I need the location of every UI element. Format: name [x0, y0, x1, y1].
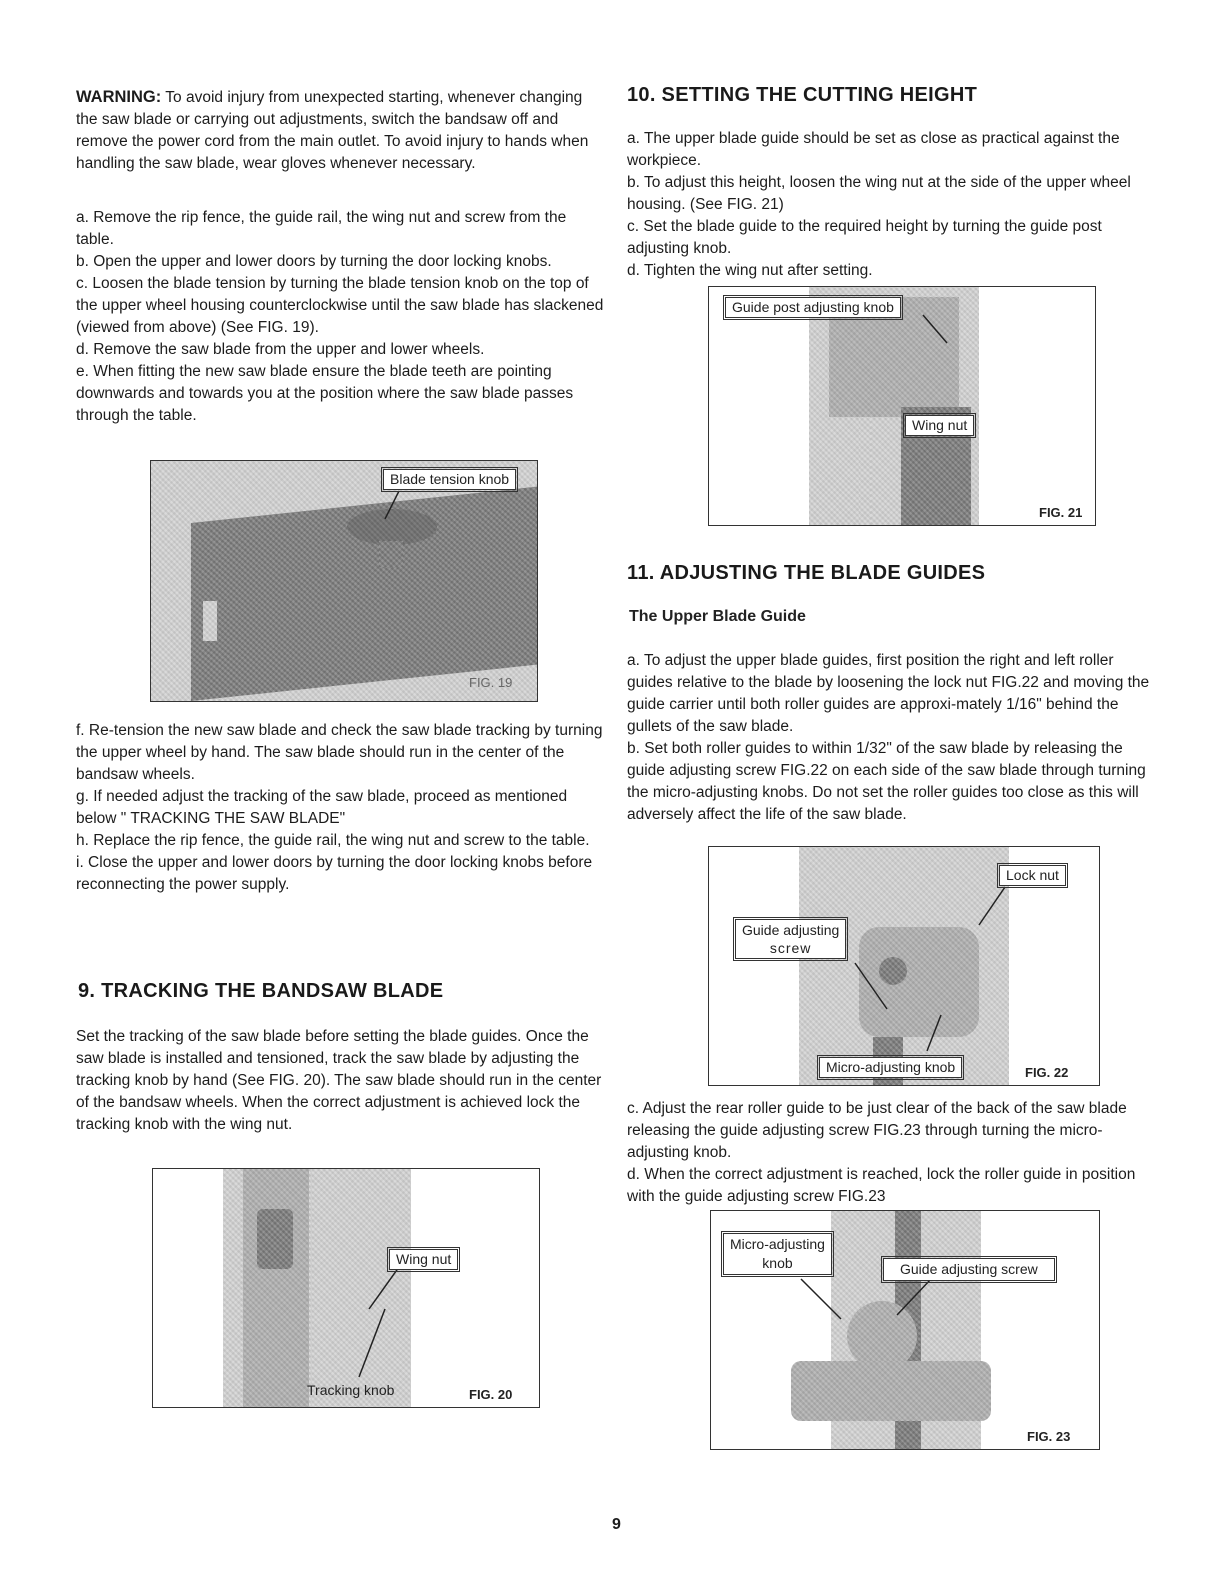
s11-step-b: b. Set both roller guides to within 1/32" of the saw blade by releasing the guide adjusting screw FIG.22 on each side of the saw blade through turning the micro-adjusting knobs. Do not set the roller guides too close as this will adversely affect the life of the saw blade.	[627, 740, 1146, 823]
section-10-heading: 10. SETTING THE CUTTING HEIGHT	[627, 84, 978, 106]
callout-guide-adjusting-line2: screw	[769, 940, 812, 956]
warning-paragraph	[76, 86, 606, 175]
fig21-leader-line	[709, 287, 1095, 525]
fig20-leader-lines	[153, 1169, 539, 1407]
callout-wing-nut-fig21: Wing nut	[905, 415, 974, 436]
figure-23	[710, 1210, 1100, 1450]
fig20-label: FIG. 20	[469, 1387, 513, 1402]
warning-label: WARNING:	[76, 88, 162, 106]
fig19-leader-line	[151, 461, 537, 701]
section-9-text: Set the tracking of the saw blade before setting the blade guides. Once the saw blade is installed and tensioned, track the saw blade by adjusting the tracking knob by hand (See FIG. 20). The saw blade should run in the center of the bandsaw wheels. When the correct adjustment is achieved lock the tracking knob with the wing nut.	[76, 1028, 602, 1133]
step-f: f. Re-tension the new saw blade and check the saw blade tracking by turning the upper wheel by hand. The saw blade should run in the center of the bandsaw wheels.	[76, 722, 603, 783]
callout-guide-post-adjusting-knob: Guide post adjusting knob	[725, 297, 901, 318]
callout-micro-adjusting-knob-fig23	[723, 1233, 832, 1275]
s11-step-d: d. When the correct adjustment is reached, lock the roller guide in position with the guide adjusting screw FIG.23	[627, 1166, 1136, 1205]
figure-21	[708, 286, 1096, 526]
step-h: h. Replace the rip fence, the guide rail, the wing nut and screw to the table.	[76, 832, 590, 849]
step-e: e. When fitting the new saw blade ensure the blade teeth are pointing downwards and towards you at the position where the saw blade passes through the table.	[76, 363, 574, 424]
retension-steps	[76, 720, 606, 896]
page-number: 9	[612, 1516, 621, 1533]
figure-22	[708, 846, 1100, 1086]
step-a: a. Remove the rip fence, the guide rail, the wing nut and screw from the table.	[76, 209, 567, 248]
callout-guide-adjusting-screw-fig23: Guide adjusting screw	[883, 1258, 1055, 1281]
callout-micro-adjusting-knob: Micro-adjusting knob	[819, 1057, 962, 1078]
fig22-label: FIG. 22	[1025, 1065, 1069, 1080]
figure-19	[150, 460, 538, 702]
callout-guide-adjusting-line1: Guide adjusting	[742, 922, 840, 938]
callout-blade-tension-knob: Blade tension knob	[383, 469, 516, 490]
callout-micro-line1: Micro-adjusting	[730, 1236, 825, 1252]
section-10-steps	[627, 128, 1162, 282]
s10-step-b: b. To adjust this height, loosen the wing nut at the side of the upper wheel housing. (See FIG. 21)	[627, 174, 1131, 213]
step-g: g. If needed adjust the tracking of the saw blade, proceed as mentioned below " TRACKING THE SAW BLADE"	[76, 788, 568, 827]
step-b: b. Open the upper and lower doors by turning the door locking knobs.	[76, 253, 552, 270]
fig21-label: FIG. 21	[1039, 505, 1083, 520]
callout-tracking-knob: Tracking knob	[307, 1382, 395, 1398]
callout-lock-nut: Lock nut	[999, 865, 1066, 886]
step-i: i. Close the upper and lower doors by turning the door locking knobs before reconnecting the power supply.	[76, 854, 593, 893]
s10-step-c: c. Set the blade guide to the required height by turning the guide post adjusting knob.	[627, 218, 1102, 257]
section-9-heading: 9. TRACKING THE BANDSAW BLADE	[78, 980, 444, 1002]
s11-step-c: c. Adjust the rear roller guide to be just clear of the back of the saw blade releasing the guide adjusting screw FIG.23 through turning the micro-adjusting knob.	[627, 1100, 1127, 1161]
section-11-subheading: The Upper Blade Guide	[629, 608, 806, 625]
warning-text: To avoid injury from unexpected starting, whenever changing the saw blade or carrying out adjustments, switch the bandsaw off and remove the power cord from the main outlet. To avoid injury to hands when handling the saw blade, wear gloves whenever necessary.	[76, 89, 589, 172]
step-c: c. Loosen the blade tension by turning the blade tension knob on the top of the upper wheel housing counterclockwise until the saw blade has slackened (viewed from above) (See FIG. 19).	[76, 275, 604, 336]
section-11-steps-2	[627, 1098, 1162, 1208]
step-d: d. Remove the saw blade from the upper and lower wheels.	[76, 341, 485, 358]
callout-guide-adjusting-screw	[735, 919, 846, 959]
s11-step-a: a. To adjust the upper blade guides, first position the right and left roller guides relative to the blade by loosening the lock nut FIG.22 and moving the guide carrier until both roller guides are approxi-mately 1/16" behind the gullets of the saw blade.	[627, 652, 1150, 735]
figure-20	[152, 1168, 540, 1408]
fig19-label: FIG. 19	[469, 675, 513, 690]
s10-step-a: a. The upper blade guide should be set as close as practical against the workpiece.	[627, 130, 1120, 169]
callout-micro-line2: knob	[762, 1255, 793, 1271]
section-11-steps-1	[627, 650, 1162, 826]
section-11-heading: 11. ADJUSTING THE BLADE GUIDES	[627, 562, 986, 584]
fig23-label: FIG. 23	[1027, 1429, 1071, 1444]
removal-steps	[76, 207, 606, 427]
s10-step-d: d. Tighten the wing nut after setting.	[627, 262, 873, 279]
callout-wing-nut: Wing nut	[389, 1249, 458, 1270]
